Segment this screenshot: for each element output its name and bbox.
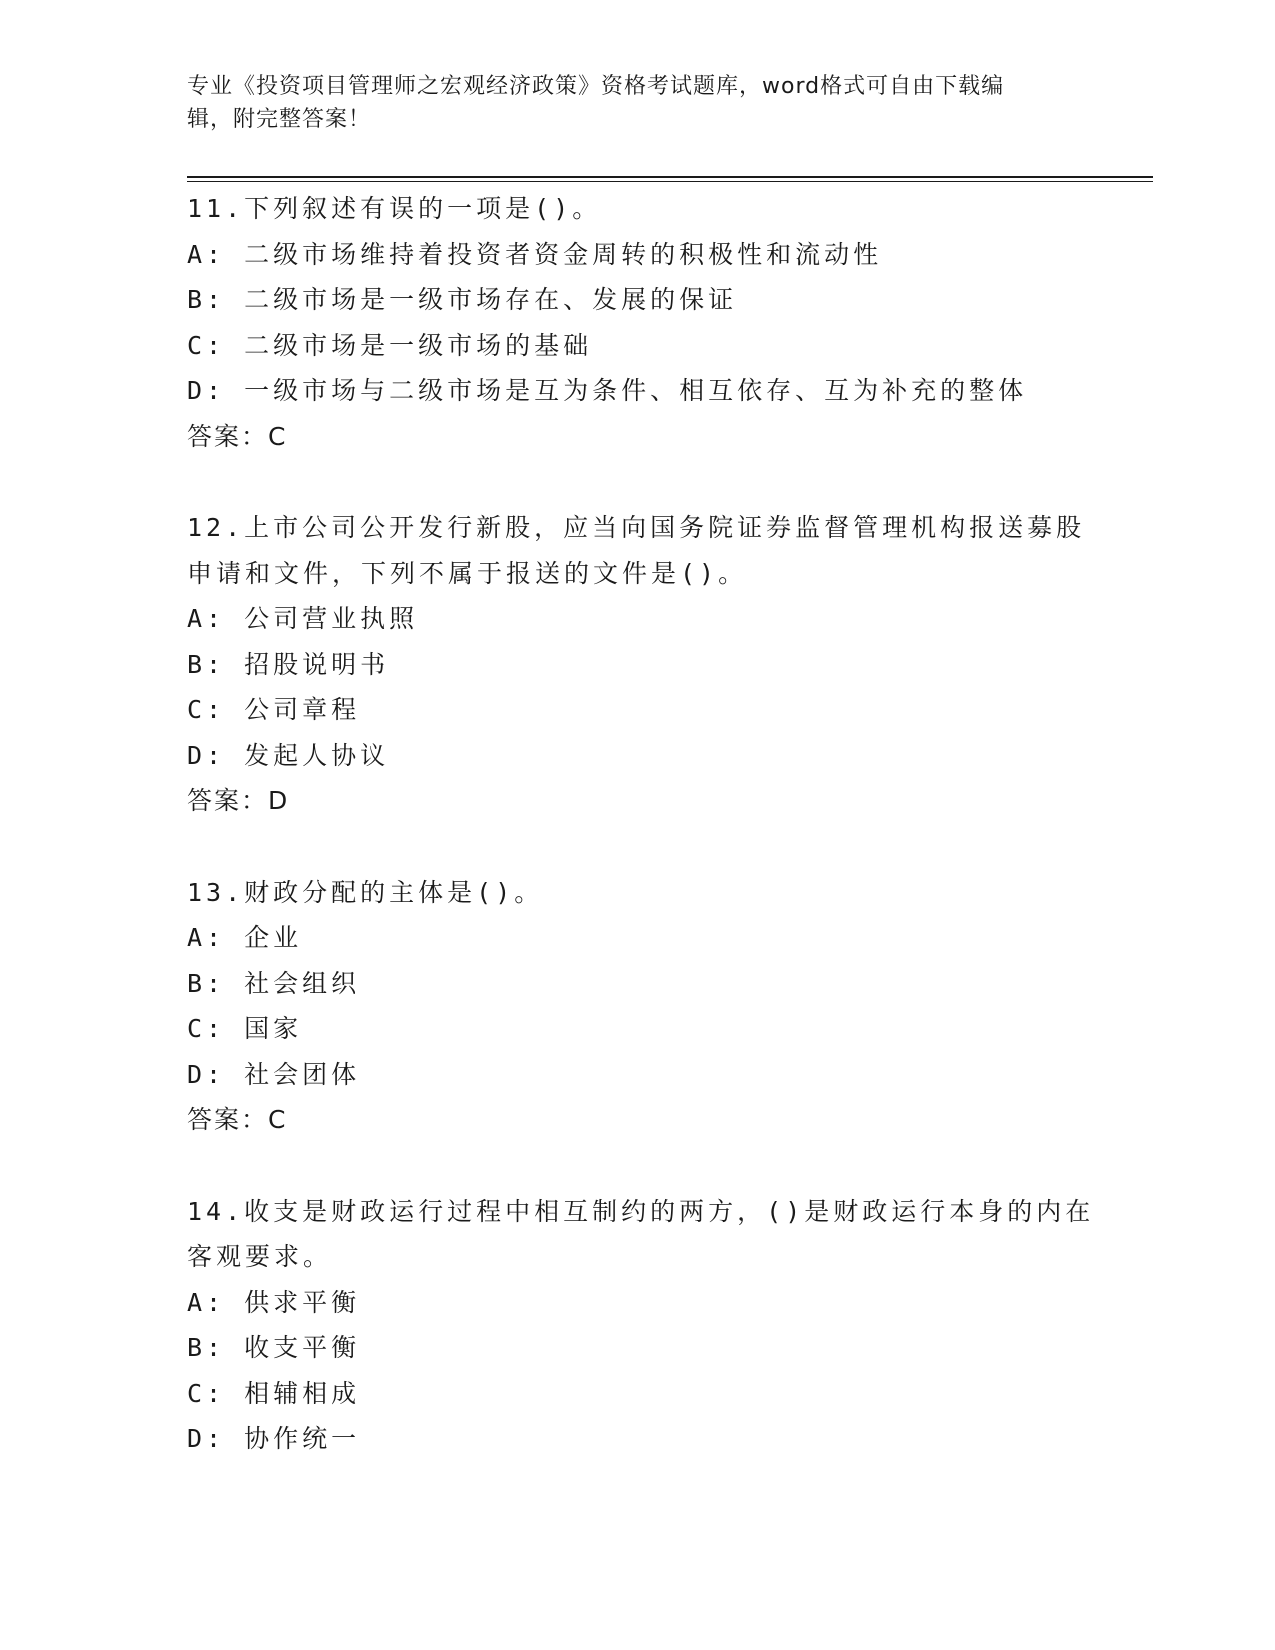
- question-stem-continued: 客观要求。: [187, 1242, 333, 1271]
- option-d: D: 一级市场与二级市场是互为条件、相互依存、互为补充的整体: [187, 376, 1028, 405]
- answer: 答案：C: [187, 1105, 288, 1134]
- option-a: A: 二级市场维持着投资者资金周转的积极性和流动性: [187, 239, 883, 269]
- option-a: A: 供求平衡: [187, 1287, 361, 1317]
- header-divider-thick: [187, 176, 1153, 178]
- option-b: B: 招股说明书: [187, 649, 390, 679]
- option-b: B: 收支平衡: [187, 1333, 361, 1362]
- option-d: D: 社会团体: [187, 1059, 361, 1089]
- option-c: C: 国家: [187, 1014, 303, 1043]
- question-14: [187, 1189, 1095, 1462]
- option-c: C: 公司章程: [187, 695, 361, 724]
- question-list: [187, 186, 1095, 1508]
- header-line-1: 专业《投资项目管理师之宏观经济政策》资格考试题库，word格式可自由下载编: [187, 74, 1005, 99]
- header-divider-thin: [187, 181, 1153, 182]
- document-header: [187, 70, 1087, 136]
- question-stem-continued: 申请和文件，下列不属于报送的文件是()。: [187, 558, 748, 588]
- option-b: B: 二级市场是一级市场存在、发展的保证: [187, 285, 738, 314]
- option-a: A: 公司营业执照: [187, 604, 419, 633]
- option-d: D: 协作统一: [187, 1424, 361, 1453]
- question-stem: 12.上市公司公开发行新股，应当向国务院证券监督管理机构报送募股: [187, 513, 1086, 542]
- question-11: [187, 186, 1087, 459]
- option-b: B: 社会组织: [187, 968, 361, 998]
- option-d: D: 发起人协议: [187, 740, 390, 770]
- question-stem: 13.财政分配的主体是()。: [187, 877, 544, 907]
- answer: 答案：D: [187, 786, 290, 815]
- question-13: [187, 870, 1087, 1143]
- answer: 答案：C: [187, 421, 288, 451]
- question-12: [187, 505, 1087, 824]
- header-line-2: 辑，附完整答案！: [187, 107, 372, 132]
- option-c: C: 二级市场是一级市场的基础: [187, 330, 593, 360]
- option-a: A: 企业: [187, 923, 303, 952]
- question-stem: 11.下列叙述有误的一项是()。: [187, 194, 602, 223]
- option-c: C: 相辅相成: [187, 1378, 361, 1408]
- question-stem: 14.收支是财政运行过程中相互制约的两方，()是财政运行本身的内在: [187, 1196, 1095, 1226]
